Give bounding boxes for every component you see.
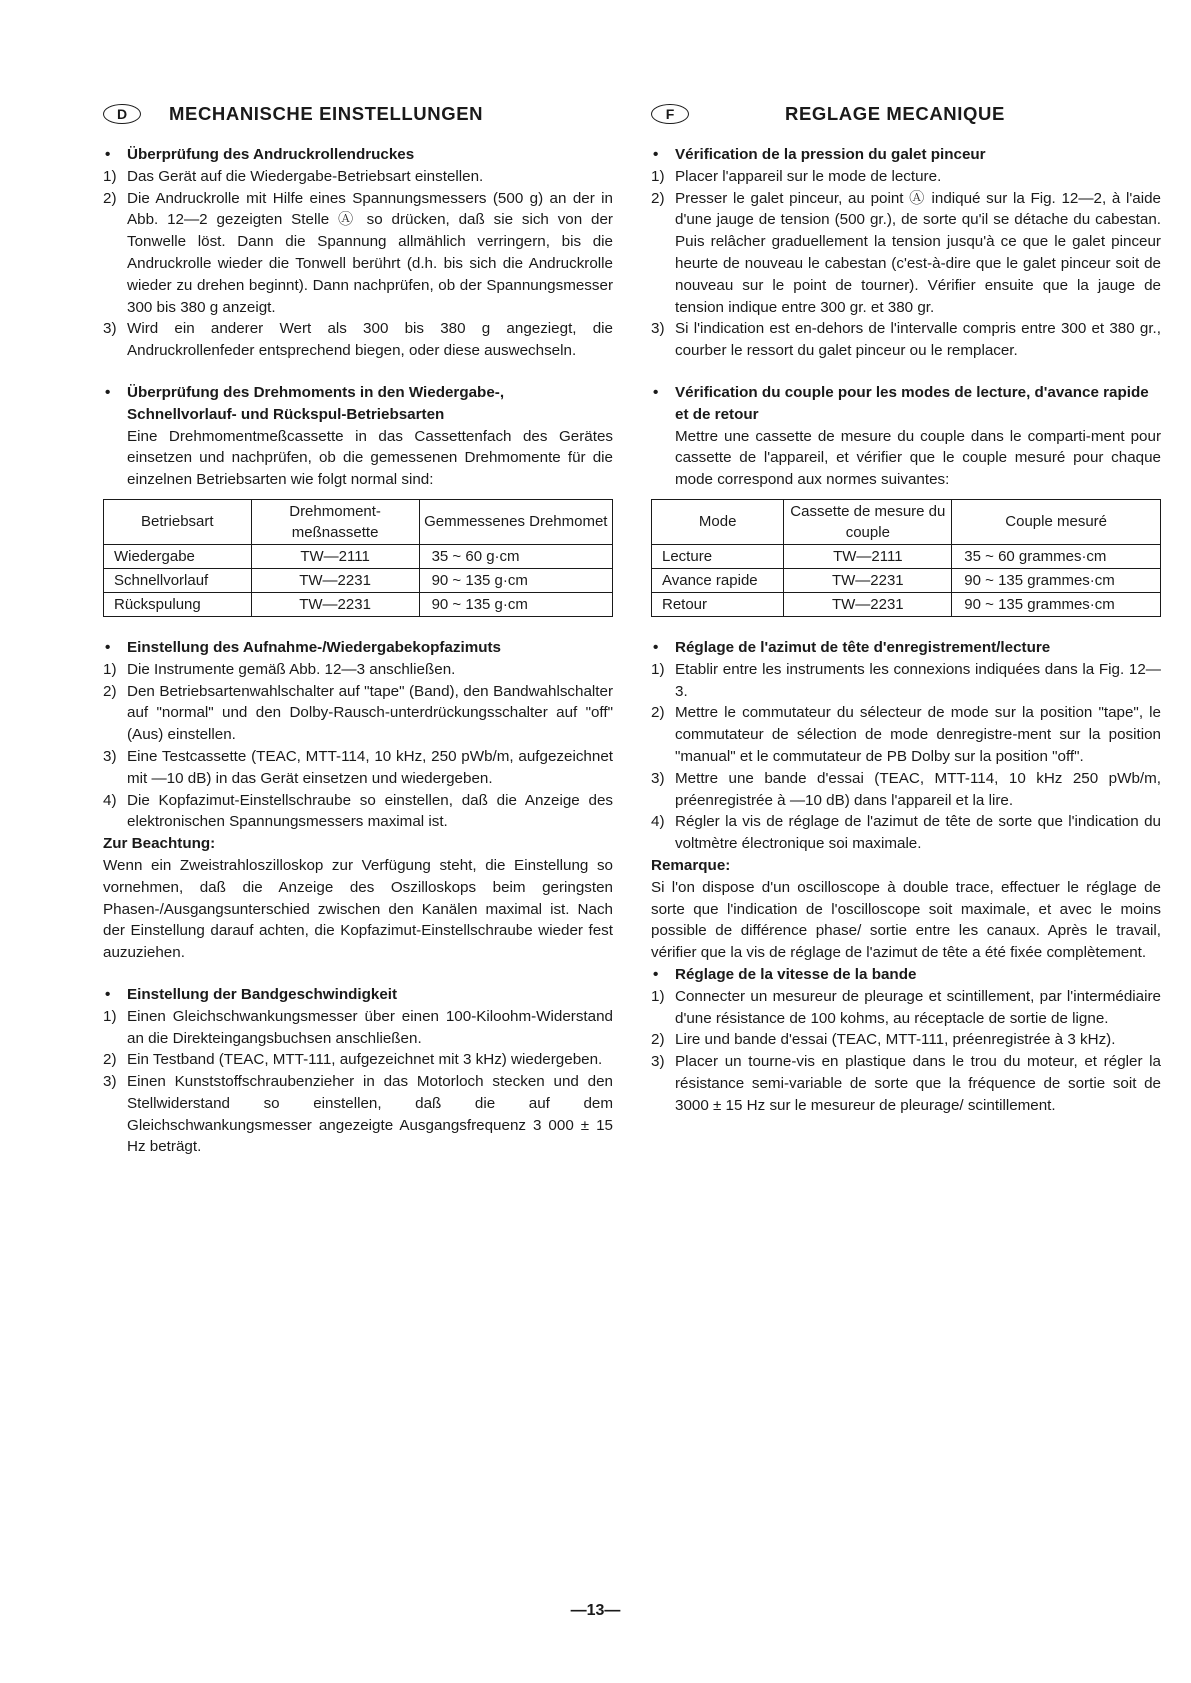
german-s2-text: Eine Drehmomentmeßcassette in das Cassettenfach des Gerätes einsetzen und nachprüfen, ob die gemessenen Drehmomente für die einzelnen Betriebsarten wie folgt normal sind: — [127, 427, 613, 489]
french-heading-text: REGLAGE MECANIQUE — [785, 103, 1005, 125]
german-s4-list — [103, 1006, 613, 1159]
list-item: 1) Connecter un mesureur de pleurage et scintillement, par l'intermédiaire d'une résistance de 100 kohms, au réceptacle de sortie de ligne. — [651, 987, 1161, 1027]
french-column — [651, 100, 1161, 1116]
page-number: —13— — [570, 1602, 621, 1619]
table-row: Retour TW—2231 90 ~ 135 grammes·cm — [652, 592, 1161, 616]
german-s3-title: • Einstellung des Aufnahme-/Wiedergabekopfazimuts — [103, 637, 613, 659]
french-torque-table — [651, 499, 1161, 617]
table-header: Cassette de mesure du couple — [784, 499, 952, 544]
table-row: Schnellvorlauf TW—2231 90 ~ 135 g·cm — [104, 568, 613, 592]
french-s3-title: • Réglage de l'azimut de tête d'enregistrement/lecture — [651, 637, 1161, 659]
bullet-icon: • — [653, 638, 659, 656]
french-s3-list — [651, 659, 1161, 855]
table-row: Lecture TW—2111 35 ~ 60 grammes·cm — [652, 544, 1161, 568]
list-item: 2) Den Betriebsartenwahlschalter auf "tape" (Band), den Bandwahlschalter auf "normal" und den Dolby-Rausch-unterdrückungsschalter auf "off" (Aus) einstellen. — [103, 682, 613, 744]
list-item: 4) Régler la vis de réglage de l'azimut de tête de sorte que l'indication du voltmètre électronique soi maximale. — [651, 813, 1161, 853]
list-item: 1) Etablir entre les instruments les connexions indiquées dans la Fig. 12—3. — [651, 660, 1161, 700]
german-note-text: Wenn ein Zweistrahloszilloskop zur Verfügung steht, die Einstellung so vornehmen, daß die Anzeige des Oszilloskops beim geringsten Phasen-/Ausgangsunterschied zwischen den Kanälen maximal ist. Nach der Einstellung darauf achten, die Kopfazimut-Einstellschraube wieder fest auzuziehen. — [103, 856, 613, 962]
bullet-icon: • — [105, 638, 111, 656]
german-heading-text: MECHANISCHE EINSTELLUNGEN — [169, 103, 484, 125]
list-item: 2) Presser le galet pinceur, au point Ⓐ indiqué sur la Fig. 12—2, à l'aide d'une jauge de tension (500 gr.), de sorte qu'il se détache du cabestan. Puis relâcher graduellement la tension jusqu'à ce que le galet pinceur heurte de nouveau le cabestan (c'est-à-dire que le galet pinceur soit de nouveau sur le point de tourner). Vérifier ensuite que la jauge de tension indique entre 300 gr. et 380 gr. — [651, 189, 1161, 316]
bullet-icon: • — [105, 146, 111, 163]
list-item: 1) Placer l'appareil sur le mode de lecture. — [651, 167, 942, 185]
table-row: Avance rapide TW—2231 90 ~ 135 grammes·cm — [652, 568, 1161, 592]
bullet-icon: • — [653, 383, 659, 401]
table-header: Couple mesuré — [952, 499, 1161, 544]
french-s1-list — [651, 166, 1161, 362]
bullet-icon: • — [105, 985, 111, 1003]
german-note-title: Zur Beachtung: — [103, 835, 216, 853]
french-s4-list — [651, 986, 1161, 1117]
language-badge-f: F — [651, 104, 689, 124]
german-heading — [103, 100, 613, 128]
list-item: 1) Die Instrumente gemäß Abb. 12—3 anschließen. — [103, 660, 456, 678]
french-s4-title: • Réglage de la vitesse de la bande — [651, 964, 1161, 986]
list-item: 2) Die Andruckrolle mit Hilfe eines Spannungsmessers (500 g) an der in Abb. 12—2 gezeigten Stelle Ⓐ so drücken, daß sie sich von der Tonwelle löst. Dann die Spannung allmählich verringern, bis die Andruckrolle wieder die Tonwell berührt (d.h. bis sich die Andruckrolle wieder zu drehen beginnt). Dann nachprüfen, ob der Spannungsmesser 300 bis 380 g anzeigt. — [103, 189, 613, 316]
list-item: 3) Placer un tourne-vis en plastique dans le trou du moteur, et régler la résistance semi-variable de sorte que la fréquence de sortie soit de 3000 ± 15 Hz sur le mesureur de pleurage/ scintillement. — [651, 1053, 1161, 1114]
list-item: 3) Eine Testcassette (TEAC, MTT-114, 10 kHz, 250 pWb/m, aufgezeichnet mit —10 dB) in das Gerät einsetzen und wiedergeben. — [103, 747, 613, 787]
table-header: Betriebsart — [104, 499, 252, 544]
french-note-title: Remarque: — [651, 856, 731, 874]
bullet-icon: • — [105, 383, 111, 401]
list-item: 3) Si l'indication est en-dehors de l'intervalle compris entre 300 et 380 gr., courber le ressort du galet pinceur ou le remplacer. — [651, 320, 1161, 360]
german-s1-title: • Überprüfung des Andruckrollendruckes — [103, 144, 613, 166]
table-header: Gemmessenes Drehmomet — [419, 499, 612, 544]
list-item: 1) Einen Gleichschwankungsmesser über einen 100-Kiloohm-Widerstand an die Direkteingangsbuchsen anschließen. — [103, 1007, 613, 1047]
table-header: Mode — [652, 499, 784, 544]
list-item: 3) Mettre une bande d'essai (TEAC, MTT-114, 10 kHz 250 pWb/m, préenregistrée à —10 dB) dans l'appareil et la lire. — [651, 769, 1161, 809]
french-note-text: Si l'on dispose d'un oscilloscope à double trace, effectuer le réglage de sorte que l'indication de l'oscilloscope soit maximale, et avec le moins possible de différence phase/ sortie entre les canaux. Après le travail, vérifier que la vis de réglage de l'azimut de tête a été fixée complètement. — [651, 878, 1161, 962]
list-item: 4) Die Kopfazimut-Einstellschraube so einstellen, daß die Anzeige des elektronischen Spannungsmessers maximal ist. — [103, 791, 613, 831]
table-header: Drehmoment-meßnassette — [251, 499, 419, 544]
list-item: 2) Lire und bande d'essai (TEAC, MTT-111, préenregistrée à 3 kHz). — [651, 1031, 1116, 1049]
german-s1-list — [103, 166, 613, 362]
language-badge-d: D — [103, 104, 141, 124]
table-row: Wiedergabe TW—2111 35 ~ 60 g·cm — [104, 544, 613, 568]
german-torque-table — [103, 499, 613, 617]
bullet-icon: • — [653, 965, 659, 983]
german-s3-list — [103, 659, 613, 833]
french-heading — [651, 100, 1161, 128]
german-s2-title: • Überprüfung des Drehmoments in den Wiedergabe-, Schnellvorlauf- und Rückspul-Betriebsarten — [105, 383, 505, 423]
list-item: 3) Wird ein anderer Wert als 300 bis 380 g angeziegt, die Andruckrollenfeder entsprechend biegen, oder diese auswechseln. — [103, 320, 613, 360]
french-s2-title: • Vérification du couple pour les modes de lecture, d'avance rapide et de retour — [653, 383, 1149, 423]
french-s1-title: • Vérification de la pression du galet pinceur — [651, 144, 1161, 166]
list-item: 1) Das Gerät auf die Wiedergabe-Betriebsart einstellen. — [103, 167, 484, 185]
german-column — [103, 100, 613, 1158]
french-s2-text: Mettre une cassette de mesure du couple dans le comparti-ment pour cassette de l'appareil, et vérifier que le couple mesuré pour chaque mode correspond aux normes suivantes: — [675, 427, 1161, 489]
bullet-icon: • — [653, 146, 659, 163]
list-item: 2) Ein Testband (TEAC, MTT-111, aufgezeichnet mit 3 kHz) wiedergeben. — [103, 1051, 603, 1069]
table-row: Rückspulung TW—2231 90 ~ 135 g·cm — [104, 592, 613, 616]
german-s4-title: • Einstellung der Bandgeschwindigkeit — [103, 984, 613, 1006]
list-item: 3) Einen Kunststoffschraubenzieher in das Motorloch stecken und den Stellwiderstand so einstellen, daß die auf dem Gleichschwankungsmesser angezeigte Ausgangsfrequenz 3 000 ± 15 Hz beträgt. — [103, 1073, 613, 1156]
list-item: 2) Mettre le commutateur du sélecteur de mode sur la position "tape", le commutateur de sélection de mode denregistre-ment sur la position "manual" et le commutateur de PB Dolby sur la position "off". — [651, 704, 1161, 765]
